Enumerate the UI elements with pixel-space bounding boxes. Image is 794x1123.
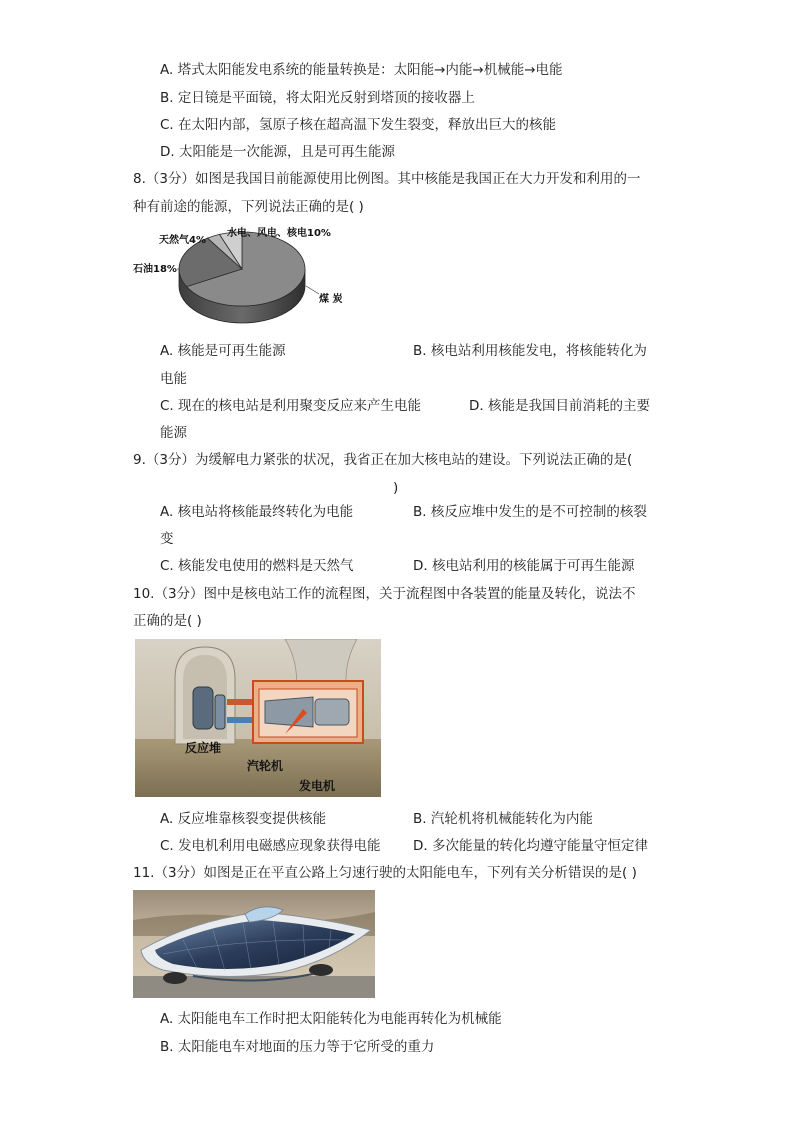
pie-label-gas: 天然气4% xyxy=(159,235,206,246)
q7-option-c: C. 在太阳内部，氢原子核在超高温下发生裂变，释放出巨大的核能 xyxy=(160,117,557,133)
q10-stem-line1: 10.（3分）图中是核电站工作的流程图，关于流程图中各装置的能量及转化，说法不 xyxy=(133,586,636,602)
q10-option-a: A. 反应堆靠核裂变提供核能 xyxy=(160,811,327,827)
q9-option-b-cont: 变 xyxy=(160,531,174,547)
q9-option-c: C. 核能发电使用的燃料是天然气 xyxy=(160,558,354,574)
q7-option-d: D. 太阳能是一次能源，且是可再生能源 xyxy=(160,144,395,160)
q9-option-d: D. 核电站利用的核能属于可再生能源 xyxy=(413,558,635,574)
label-turbine: 汽轮机 xyxy=(247,759,284,773)
q11-option-a: A. 太阳能电车工作时把太阳能转化为电能再转化为机械能 xyxy=(160,1011,502,1027)
q11-stem: 11.（3分）如图是正在平直公路上匀速行驶的太阳能电车，下列有关分析错误的是( ) xyxy=(133,865,637,881)
q8-option-a: A. 核能是可再生能源 xyxy=(160,343,286,359)
q8-stem-line1: 8.（3分）如图是我国目前能源使用比例图。其中核能是我国正在大力开发和利用的一 xyxy=(133,171,641,187)
q7-option-b: B. 定日镜是平面镜，将太阳光反射到塔顶的接收器上 xyxy=(160,90,475,106)
q8-option-c: C. 现在的核电站是利用聚变反应来产生电能 xyxy=(160,398,422,414)
pie-label-coal: 煤 炭 xyxy=(319,294,343,305)
pie-label-oil: 石油18% xyxy=(133,264,177,275)
label-generator: 发电机 xyxy=(299,779,336,793)
q9-stem-line2: ) xyxy=(393,480,399,496)
label-reactor: 反应堆 xyxy=(185,741,222,755)
q7-option-a: A. 塔式太阳能发电系统的能量转换是：太阳能→内能→机械能→电能 xyxy=(160,62,563,78)
q11-option-b: B. 太阳能电车对地面的压力等于它所受的重力 xyxy=(160,1039,435,1055)
q10-option-c: C. 发电机利用电磁感应现象获得电能 xyxy=(160,838,381,854)
q8-option-d-cont: 能源 xyxy=(160,425,187,441)
q9-option-b: B. 核反应堆中发生的是不可控制的核裂 xyxy=(413,504,647,520)
q9-option-a: A. 核电站将核能最终转化为电能 xyxy=(160,504,354,520)
pie-label-hydro-wind-nuclear: 水电、风电、核电10% xyxy=(227,228,331,239)
q8-option-b: B. 核电站利用核能发电，将核能转化为 xyxy=(413,343,647,359)
solar-car-image xyxy=(133,890,375,998)
nuclear-plant-image xyxy=(135,639,381,797)
q8-option-b-cont: 电能 xyxy=(160,371,187,387)
q10-stem-line2: 正确的是( ) xyxy=(133,613,202,629)
energy-pie-chart xyxy=(133,222,383,332)
q9-stem-line1: 9.（3分）为缓解电力紧张的状况，我省正在加大核电站的建设。下列说法正确的是( xyxy=(133,452,633,468)
q10-option-b: B. 汽轮机将机械能转化为内能 xyxy=(413,811,593,827)
q8-option-d: D. 核能是我国目前消耗的主要 xyxy=(469,398,650,414)
q10-option-d: D. 多次能量的转化均遵守能量守恒定律 xyxy=(413,838,648,854)
q8-stem-line2: 种有前途的能源，下列说法正确的是( ) xyxy=(133,199,364,215)
